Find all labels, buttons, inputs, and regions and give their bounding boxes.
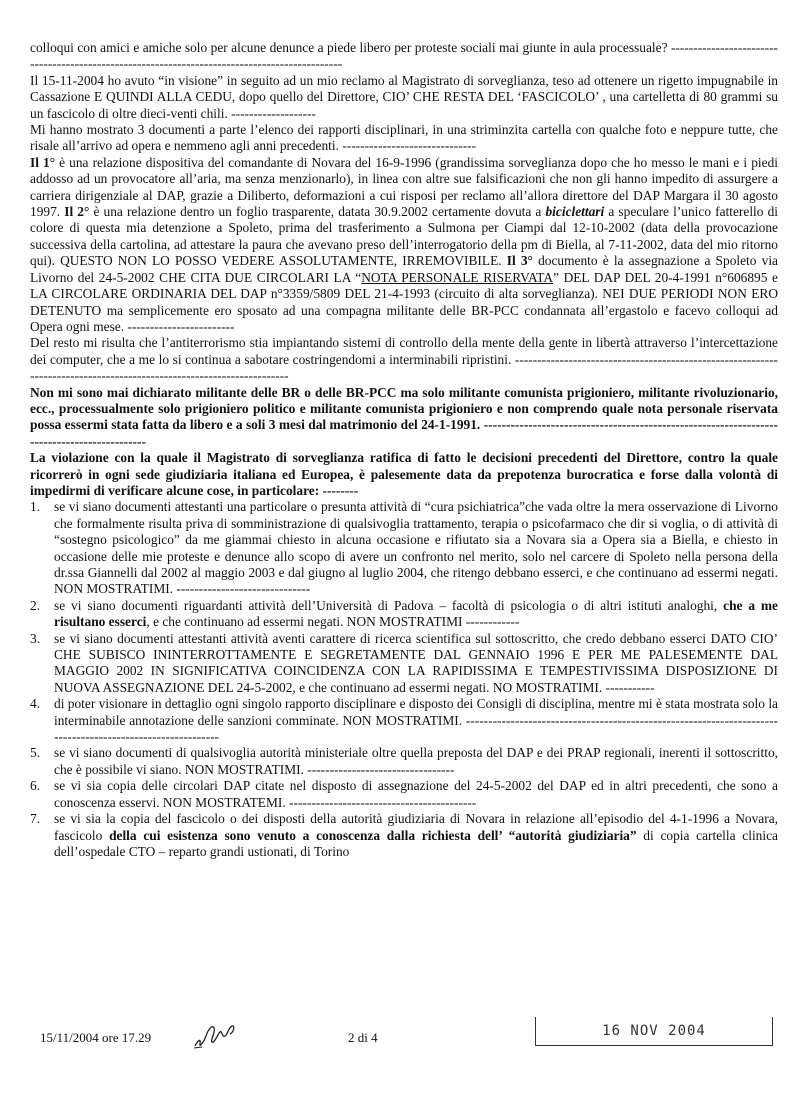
- paragraph: [30, 40, 778, 73]
- text-run: a speculare l’unico fatterello di colore di questa mia detenzione a Spoleto, prima del trasferimento a Sulmona per Ciampi dal 12-10-2002 (data della provocazione successiva della cartolina, ad attestare la paura che avevano preso dell’interrogatorio della pm di Biella, al 7-11-2002, data del mio ritorno qui). QUESTO NON LO POSSO VEDERE ASSOLUTAMENTE, IRREMOVIBILE.: [30, 204, 778, 269]
- list-item: [30, 778, 778, 811]
- text-run: se vi siano documenti di qualsivoglia autorità ministeriale oltre quella preposta del DAP e dei PRAP regionali, inerenti il sottoscritto, che è possibile vi siano. NON MOSTRATIMI. ---------------------------------: [54, 745, 778, 777]
- text-run: colloqui con amici e amiche solo per alcune denunce a piede libero per proteste sociali mai giunte in aula processuale? ----------------------------------------------------------------------------------------------: [30, 40, 778, 72]
- document-body: [30, 40, 778, 860]
- signature-icon: [192, 1018, 240, 1050]
- text-run: biciclettari: [545, 204, 605, 220]
- text-run: di copia cartella clinica dell’ospedale CTO – reparto grandi ustionati, di Torino: [54, 827, 778, 859]
- text-run: Del resto mi risulta che l’antiterrorismo stia impiantando sistemi di controllo della mente della gente in libertà attraverso l’intercettazione dei computer, che a me lo si continua a sabotare costringendomi a interminabili ripristini. ---------------------------------------------------------------------------------------------------------------------: [30, 335, 778, 384]
- text-run: di poter visionare in dettaglio ogni singolo rapporto disciplinare e disposto dei Consigli di disciplina, mentre mi è stata mostrata solo la interminabile annotazione delle sanzioni comminate. NON MOSTRATIMI. -----------------------------------------------------------------------------------------------------------: [54, 696, 778, 745]
- text-run: se vi siano documenti attestanti una particolare o presunta attività di “cura psichiatrica”che vada oltre la mera osservazione di Livorno che formalmente risulta priva di somministrazione di qualsivoglia trattamento, terapia o psicofarmaco che dir si voglia, o di attività di “sostegno psicologico” da me giammai chiesto in alcuna occasione e rifiutato sia a Novara sia a Opera sia a Biella, e chiesto in occasione delle mie proteste e denunce allo scopo di avere un confronto nel merito, solo nel carcere di Spoleto nella persona della dr.ssa Giannelli dal 2002 al maggio 2003 e dal giugno al luglio 2004, che ritengo debbano esserci, e che continuano ad essermi negati. NON MOSTRATIMI. ------------------------------: [54, 499, 778, 597]
- list-item-number: 1.: [30, 499, 41, 515]
- list-item: [30, 696, 778, 745]
- text-run: è una relazione dentro un foglio trasparente, datata 30.9.2002 certamente dovuta a: [93, 204, 546, 220]
- text-run: della cui esistenza sono venuto a conoscenza dalla richiesta dell’ “autorità giudiziaria”: [109, 827, 637, 843]
- text-run: Il 1°: [30, 154, 60, 170]
- paragraph-list: [30, 40, 778, 499]
- text-run: La violazione con la quale il Magistrato di sorveglianza ratifica di fatto le decisioni precedenti del Direttore, contro la quale ricorrerò in ogni sede giudiziaria italiana ed Europea, è palesemente data da prepotenza burocratica e forse dalla volontà di impedirmi di verificare alcune cose, in particolare: --------: [30, 450, 778, 498]
- page-footer: [40, 1024, 780, 1054]
- text-run: se vi siano documenti attestanti attività aventi carattere di ricerca scientifica sul sottoscritto, che credo debbano esserci DATO CIO’ CHE SUBISCO ININTERROTTAMENTE E SEGRETAMENTE DAL GENNAIO 1996 E PER ME PALESEMENTE DAL MAGGIO 2002 IN SIGNIFICATIVA COINCIDENZA CON LA RAPIDISSIMA E TEMPESTIVISSIMA DISPOSIZIONE DI NUOVA ASSEGNAZIONE DEL 24-5-2002, e che continuano ad essermi negati. NO MOSTRATIMI. -----------: [54, 630, 778, 695]
- list-item-number: 4.: [30, 696, 41, 712]
- paragraph: [30, 155, 778, 335]
- text-run: documento è la assegnazione a Spoleto via Livorno del 24-5-2002 CHE CITA DUE CIRCOLARI LA “: [30, 253, 778, 285]
- text-run: Mi hanno mostrato 3 documenti a parte l’elenco dei rapporti disciplinari, in una striminzita cartella con qualche foto e neppure tutte, che risale all’arrivo ad opera e nemmeno agli anni precedenti. ------------------------------: [30, 122, 778, 154]
- paragraph: [30, 450, 778, 499]
- list-item-number: 7.: [30, 811, 41, 827]
- list-item-number: 5.: [30, 745, 41, 761]
- text-run: Il 2°: [64, 204, 94, 220]
- footer-date-time: 15/11/2004 ore 17.29: [40, 1030, 152, 1045]
- text-run: Il 15-11-2004 ho avuto “in visione” in seguito ad un mio reclamo al Magistrato di sorveglianza, teso ad ottenere un rigetto impugnabile in Cassazione E QUINDI ALLA CEDU, dopo quello del Direttore, CIO’ CHE RESTA DEL ‘FASCICOLO’ , una cartelletta di 80 grammi su un fascicolo di oltre dieci-venti chili. -------------------: [30, 72, 778, 121]
- list-item: [30, 631, 778, 697]
- text-run: ” DEL DAP DEL 20-4-1991 n°606895 e LA CIRCOLARE ORDINARIA DEL DAP n°3359/5809 DEL 21-4-1993 (circuito di alta sorveglianza). NEI DUE PERIODI NON ERO DETENUTO ma semplicemente ero sposato ad una compagna militante delle BR-PCC condannata all’ergastolo e facevo colloqui ad Opera ogni mese. ------------------------: [30, 269, 778, 334]
- text-run: se vi sia copia delle circolari DAP citate nel disposto di assegnazione del 24-5-2002 del DAP ed in altri precedenti, che sono a conoscenza esservi. NON MOSTRATEMI. ------------------------------------------: [54, 778, 778, 810]
- text-run: è una relazione dispositiva del comandante di Novara del 16-9-1996 (grandissima sorveglianza dopo che ho messo le mani e i piedi addosso ad un provocatore all’aria, ma senza menzionarlo), in linea con altre sue falsificazioni che non gli hanno impedito di assurgere a carriera dirigenziale al DAP, grazie a Diliberto, deformazioni a cui risposi per reclamo all’allora direttore del DAP Margara il 30 agosto 1997.: [30, 154, 778, 220]
- text-run: Il 3°: [506, 253, 539, 269]
- paragraph: [30, 122, 778, 155]
- list-item: [30, 598, 778, 631]
- list-item-number: 2.: [30, 597, 41, 613]
- list-item: [30, 811, 778, 860]
- text-run: se vi siano documenti riguardanti attività dell’Università di Padova – facoltà di psicologia o di altri istituti analoghi,: [54, 597, 724, 613]
- text-run: che a me risultano esserci: [54, 597, 779, 630]
- paragraph: [30, 385, 778, 451]
- list-item-number: 3.: [30, 630, 41, 646]
- text-run: NOTA PERSONALE RISERVATA: [361, 269, 553, 285]
- request-list: [30, 499, 778, 860]
- received-stamp: 16 NOV 2004: [535, 1017, 773, 1046]
- page-number: 2 di 4: [348, 1030, 378, 1045]
- list-item: [30, 499, 778, 597]
- paragraph: [30, 73, 778, 122]
- paragraph: [30, 335, 778, 384]
- text-run: se vi sia la copia del fascicolo o dei disposti della autorità giudiziaria di Novara in relazione all’episodio del 4-1-1996 a Novara, fascicolo: [54, 811, 778, 843]
- text-run: Non mi sono mai dichiarato militante delle BR o delle BR-PCC ma solo militante comunista prigioniero, militante rivoluzionario, ecc., processualmente solo prigioniero politico e militante comunista prigioniero e non comprendo quale nota personale riservata possa essermi stata fatta da libero e a soli 3 mesi dal matrimonio del 24-1-1991. --------------------------------------------------------------------------------------------: [30, 384, 778, 449]
- list-item: [30, 745, 778, 778]
- list-item-number: 6.: [30, 778, 41, 794]
- text-run: , e che continuano ad essermi negati. NON MOSTRATIMI ------------: [146, 614, 520, 630]
